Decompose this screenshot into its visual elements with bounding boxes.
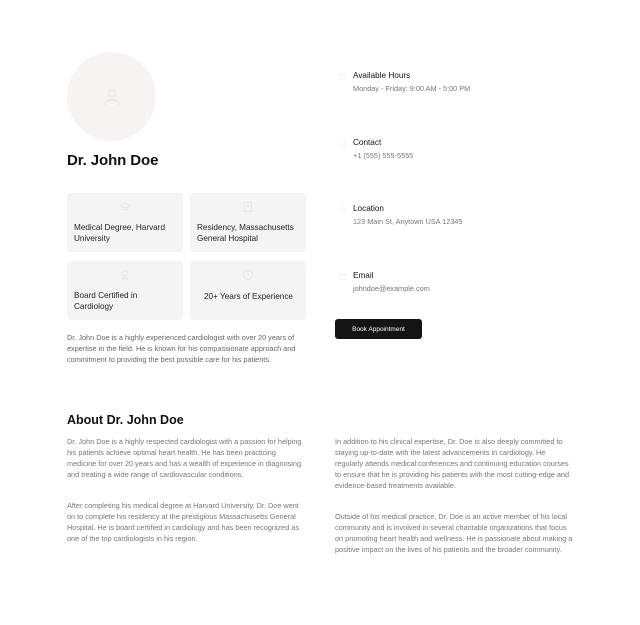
email-label: Email: [353, 271, 374, 280]
credential-text: 20+ Years of Experience: [204, 292, 293, 301]
credential-text: Residency, Massachusetts General Hospital: [197, 223, 294, 243]
clock-icon: [338, 72, 347, 81]
book-appointment-button[interactable]: Book Appointment: [335, 319, 422, 339]
hours-label: Available Hours: [353, 71, 411, 80]
about-paragraph-4: Outside of his medical practice, Dr. Doe is an active member of his local community and is involved in several charitable organizations that focus on promoting heart health and wellness. He is passionate about making a positive impact on the lives of his patients and the broader community.: [335, 512, 573, 554]
location-value: 123 Main St, Anytown USA 12345: [353, 217, 463, 226]
credential-card-residency: [190, 193, 306, 252]
about-paragraph-1: Dr. John Doe is a highly respected cardiologist with a passion for helping his patients achieve optimal heart health. He has been practicing medicine for over 20 years and has a wealth of experience in diagnosing and treating a wide range of cardiovascular conditions.: [67, 437, 302, 479]
credential-card-certification: [67, 261, 183, 320]
about-title: About Dr. John Doe: [67, 413, 184, 427]
phone-icon: [338, 139, 347, 148]
intro-text: Dr. John Doe is a highly experienced cardiologist with over 20 years of expertise in the field. He is known for his compassionate approach and commitment to providing the best possible care for his patients.: [67, 333, 296, 364]
avatar: [67, 52, 156, 141]
about-paragraph-3: In addition to his clinical expertise, Dr. Doe is also deeply committed to staying up-to-date with the latest advancements in cardiology. He regularly attends medical conferences and continuing education courses to ensure that he is providing his patients with the most cutting-edge and evidence-based treatments available.: [335, 437, 570, 490]
graduation-cap-icon: [119, 201, 131, 213]
hospital-icon: [242, 201, 254, 213]
clock-icon: [242, 269, 254, 281]
location-pin-icon: [338, 205, 347, 214]
contact-label: Contact: [353, 138, 382, 147]
mail-icon: [338, 272, 347, 281]
location-label: Location: [353, 204, 384, 213]
hours-value: Monday - Friday: 9:00 AM - 5:00 PM: [353, 84, 471, 93]
credential-text: Medical Degree, Harvard University: [74, 223, 166, 243]
credential-text: Board Certified in Cardiology: [74, 291, 138, 311]
certificate-icon: [119, 269, 131, 281]
email-value[interactable]: johndoe@example.com: [353, 284, 430, 293]
about-paragraph-2: After completing his medical degree at Harvard University, Dr. Doe went on to complete his residency at the prestigious Massachusetts General Hospital. He is board certified in cardiology and has been recognized as one of the top cardiologists in his region.: [67, 501, 300, 543]
user-icon: [101, 86, 123, 108]
contact-value[interactable]: +1 (555) 555-5555: [353, 151, 414, 160]
doctor-name: Dr. John Doe: [67, 152, 159, 169]
credential-card-degree: [67, 193, 183, 252]
credential-card-experience: [190, 261, 306, 320]
